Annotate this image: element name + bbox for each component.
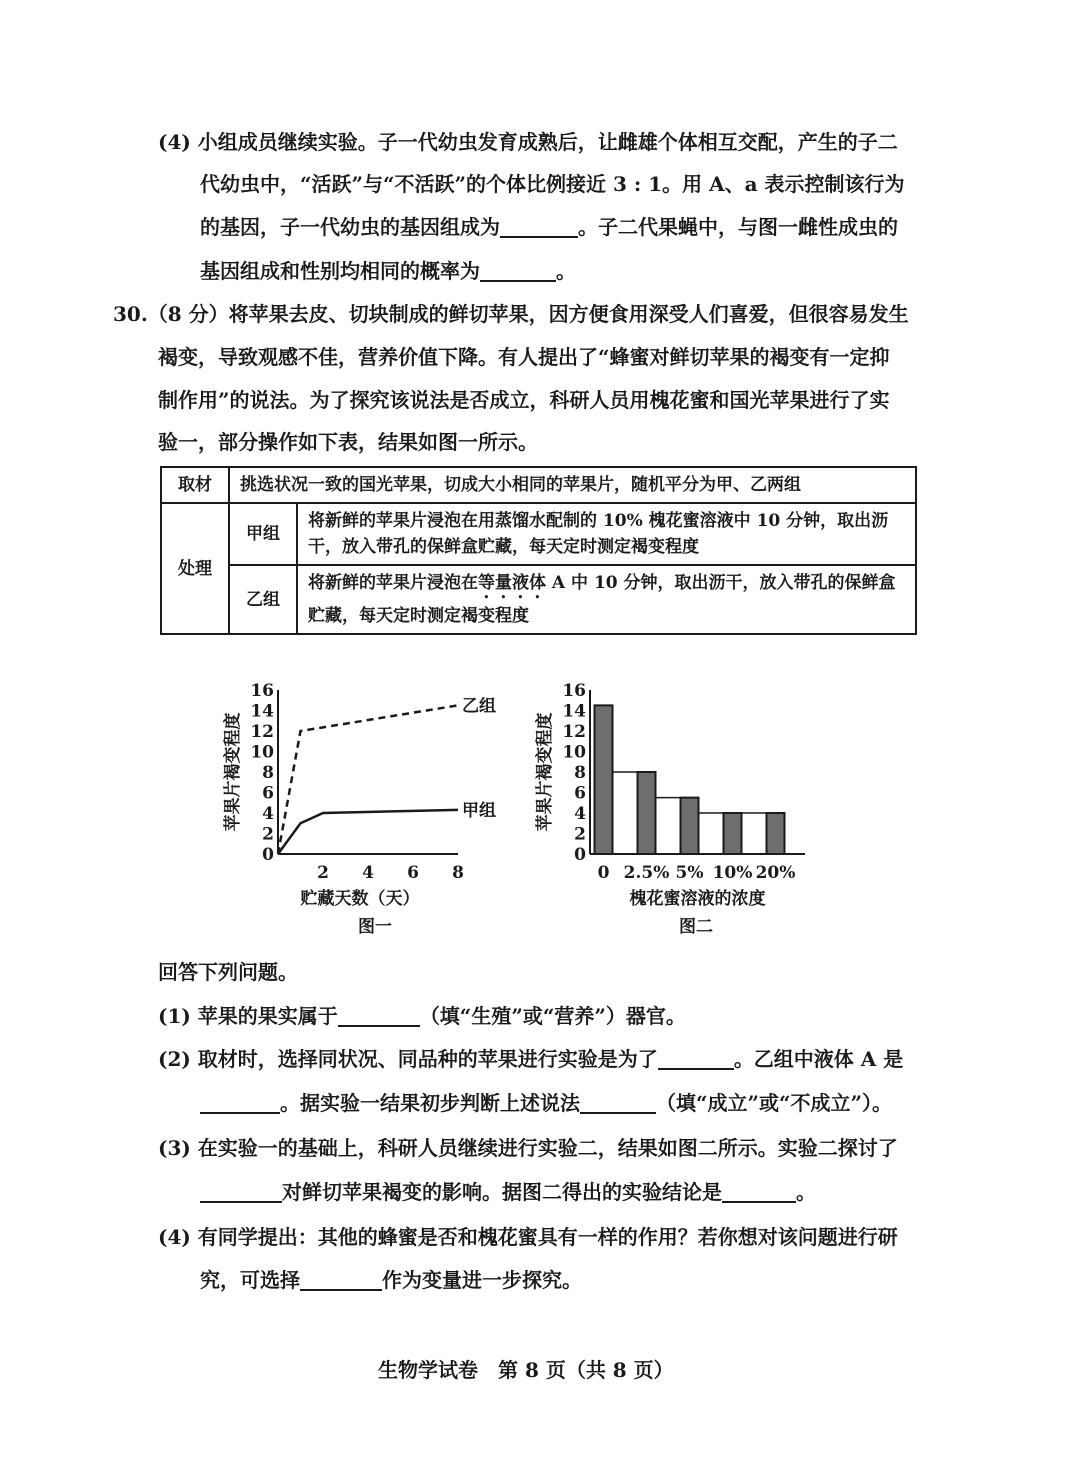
bar-0 — [595, 705, 613, 854]
group-yi-text-emphasis: 等量液体 — [478, 573, 546, 593]
y-tick-label: 0 — [262, 845, 274, 865]
material-text: 挑选状况一致的国光苹果，切成大小相同的苹果片，随机平分为甲、乙两组 — [229, 467, 916, 503]
y-tick-label: 14 — [562, 701, 586, 722]
y-tick-label: 16 — [250, 681, 274, 701]
y-tick-label: 12 — [250, 722, 274, 742]
table-row-material — [161, 467, 916, 503]
x-tick-label: 0 — [597, 863, 610, 883]
table-row-yi — [161, 565, 916, 634]
bar-1 — [638, 772, 656, 854]
group-yi-text — [297, 565, 916, 634]
x-axis-label: 槐花蜜溶液的浓度 — [629, 889, 766, 906]
y-tick-label: 8 — [262, 763, 274, 783]
answer-q3-line2 — [200, 1178, 816, 1206]
q29-4-line1: (4) 小组成员继续实验。子一代幼虫发育成熟后，让雌雄个体相互交配，产生的子二 — [158, 130, 898, 154]
q29-4-line2: 代幼虫中，“活跃”与“不活跃”的个体比例接近 3 : 1。用 A、a 表示控制该行为 — [200, 172, 905, 196]
y-tick-label: 16 — [562, 681, 586, 701]
y-tick-label: 2 — [574, 824, 586, 845]
answer-q4-text-b: 究，可选择 — [200, 1268, 300, 1292]
page-footer: 生物学试卷 第 8 页（共 8 页） — [378, 1358, 674, 1382]
answer-q2-text-c: 。据实验一结果初步判断上述说法 — [280, 1091, 580, 1115]
q29-4-line4 — [200, 257, 576, 285]
answer-blank[interactable] — [722, 1179, 796, 1203]
answer-q2-line1 — [158, 1045, 903, 1073]
x-tick-label: 6 — [407, 863, 419, 883]
legend-label: 乙组 — [462, 696, 496, 717]
x-tick-label: 10% — [712, 863, 753, 883]
q30-line1: 30.（8 分）将苹果去皮、切块制成的鲜切苹果，因方便食用深受人们喜爱，但很容易发生 — [113, 302, 909, 326]
answer-q1-text: (1) 苹果的果实属于 — [158, 1004, 338, 1028]
answer-q4-line2 — [200, 1266, 582, 1294]
x-tick-label: 20% — [755, 863, 796, 883]
y-tick-label: 12 — [562, 722, 586, 742]
group-yi-text-a: 将新鲜的苹果片浸泡在 — [308, 573, 478, 593]
y-axis-label: 苹果片褐变程度 — [535, 712, 555, 832]
figure2-bar-chart — [530, 676, 840, 906]
answers-intro: 回答下列问题。 — [158, 960, 298, 984]
q29-4-line3-text: 的基因，子一代幼虫的基因组成为 — [200, 215, 500, 239]
group-jia-text: 将新鲜的苹果片浸泡在用蒸馏水配制的 10% 槐花蜜溶液中 10 分钟，取出沥干，放入带孔的保鲜盒贮藏，每天定时测定褐变程度 — [297, 503, 916, 565]
y-tick-label: 2 — [262, 824, 274, 845]
series-line-yi — [278, 705, 458, 854]
answer-q2-line2 — [200, 1089, 892, 1117]
y-tick-label: 8 — [574, 763, 586, 783]
series-line-jia — [278, 810, 458, 854]
answer-q1 — [158, 1002, 686, 1030]
y-axis-label: 苹果片褐变程度 — [223, 712, 243, 832]
q30-line2: 褐变，导致观感不佳，营养价值下降。有人提出了“蜂蜜对鲜切苹果的褐变有一定抑 — [158, 345, 890, 369]
x-tick-label: 4 — [362, 863, 374, 883]
q30-line3: 制作用”的说法。为了探究该说法是否成立，科研人员用槐花蜜和国光苹果进行了实 — [158, 388, 890, 412]
material-label: 取材 — [161, 467, 229, 503]
figure1-caption: 图一 — [358, 917, 392, 937]
group-jia-label: 甲组 — [229, 503, 297, 565]
bar-3 — [724, 813, 742, 854]
answer-q2-text-d: （填“成立”或“不成立”）。 — [656, 1091, 893, 1115]
answer-blank[interactable] — [200, 1179, 282, 1203]
x-tick-label: 8 — [452, 863, 464, 883]
answer-q3-text-b: 对鲜切苹果褐变的影响。据图二得出的实验结论是 — [282, 1180, 722, 1204]
experiment-table — [160, 466, 917, 635]
y-tick-label: 4 — [574, 804, 586, 824]
bar-4 — [767, 813, 785, 854]
answer-q3-line1: (3) 在实验一的基础上，科研人员继续进行实验二，结果如图二所示。实验二探讨了 — [158, 1136, 898, 1160]
bar-2 — [681, 798, 699, 854]
q30-line4: 验一，部分操作如下表，结果如图一所示。 — [158, 430, 538, 454]
x-axis-label: 贮藏天数（天） — [300, 889, 420, 906]
q29-4-line3-text-b: 。子二代果蝇中，与图一雌性成虫的 — [578, 215, 898, 239]
x-tick-label: 2.5% — [623, 863, 670, 883]
answer-blank[interactable] — [580, 1090, 656, 1114]
y-tick-label: 6 — [574, 783, 586, 804]
answer-blank[interactable] — [480, 258, 556, 282]
answer-blank[interactable] — [338, 1003, 420, 1027]
answer-q4-line1: (4) 有同学提出：其他的蜂蜜是否和槐花蜜具有一样的作用？若你想对该问题进行研 — [158, 1225, 898, 1249]
treatment-label: 处理 — [161, 503, 229, 634]
group-yi-text-b: A 中 10 分钟，取出沥干，放入带孔的保鲜盒贮藏，每天定时测定褐变程度 — [308, 573, 896, 626]
y-tick-label: 10 — [250, 742, 274, 763]
y-tick-label: 0 — [574, 845, 586, 865]
answer-blank[interactable] — [300, 1267, 382, 1291]
q29-4-line4-text: 基因组成和性别均相同的概率为 — [200, 259, 480, 283]
group-yi-label: 乙组 — [229, 565, 297, 634]
y-tick-label: 4 — [262, 804, 274, 824]
answer-q1-text-b: （填“生殖”或“营养”）器官。 — [419, 1004, 686, 1028]
answer-q3-text-c: 。 — [796, 1180, 816, 1204]
figure1-line-chart — [218, 676, 518, 906]
x-tick-label: 2 — [317, 863, 329, 883]
answer-q2-text-b: 。乙组中液体 A 是 — [733, 1047, 904, 1071]
q29-4-line3 — [200, 213, 898, 241]
answer-blank[interactable] — [200, 1090, 280, 1114]
y-tick-label: 14 — [250, 701, 274, 722]
figure2-caption: 图二 — [679, 917, 713, 937]
legend-label: 甲组 — [462, 800, 496, 821]
y-tick-label: 6 — [262, 783, 274, 804]
x-tick-label: 5% — [675, 863, 704, 883]
answer-q2-text: (2) 取材时，选择同状况、同品种的苹果进行实验是为了 — [158, 1047, 658, 1071]
answer-blank[interactable] — [500, 214, 578, 238]
table-row-jia — [161, 503, 916, 565]
y-tick-label: 10 — [562, 742, 586, 763]
q29-4-line4-text-b: 。 — [556, 259, 576, 283]
answer-blank[interactable] — [658, 1046, 734, 1070]
answer-q4-text-c: 作为变量进一步探究。 — [382, 1268, 582, 1292]
